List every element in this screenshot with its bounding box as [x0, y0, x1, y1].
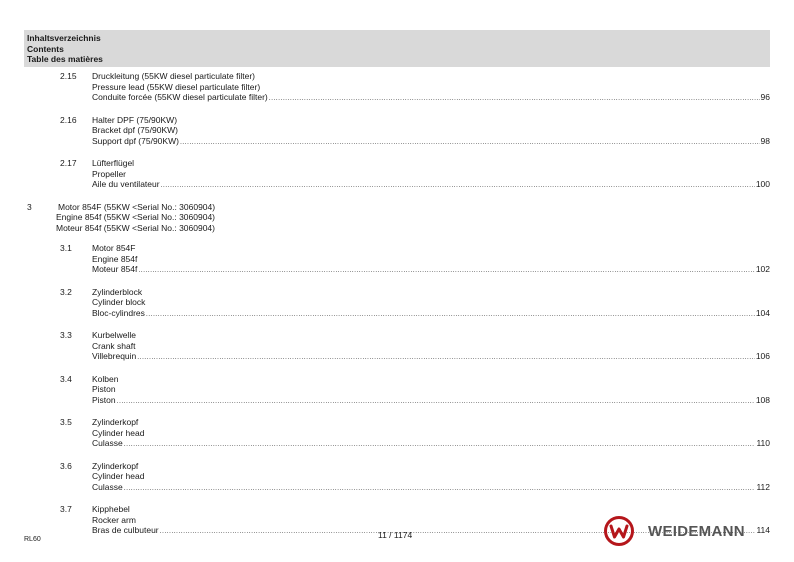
entry-number: 3.1	[60, 243, 72, 253]
entry-title-fr: Aile du ventilateur	[92, 179, 160, 189]
entry-title-en: Engine 854f	[92, 253, 138, 264]
header-title-fr: Table des matières	[27, 54, 103, 64]
entry-number: 3.7	[60, 504, 72, 514]
entry-title-en: Cylinder head	[92, 427, 145, 438]
entry-title-fr: Culasse	[92, 481, 123, 492]
weidemann-logo	[604, 516, 745, 546]
page-counter: 11 / 1174	[378, 530, 413, 540]
entry-number: 3.6	[60, 460, 72, 471]
entry-title-en: Rocker arm	[92, 514, 136, 525]
entry-page-number[interactable]: 102	[755, 264, 770, 274]
entry-title-de: Kolben	[92, 373, 119, 384]
entry-title-de: Zylinderblock	[92, 286, 143, 297]
toc-entry-3-1[interactable]	[24, 243, 770, 277]
entry-title-en: Cylinder block	[92, 297, 146, 307]
entry-title-fr: Support dpf (75/90KW)	[92, 135, 179, 146]
toc-chapter-3[interactable]	[24, 202, 770, 234]
entry-title-de: Kipphebel	[92, 504, 130, 514]
entry-title-en: Pressure lead (55KW diesel particulate filter)	[92, 81, 261, 92]
entry-title-fr: Culasse	[92, 438, 123, 448]
toc-entry-3-3[interactable]	[24, 330, 770, 364]
entry-title-de: Halter DPF (75/90KW)	[92, 114, 178, 125]
entry-page-number[interactable]: 100	[755, 179, 770, 189]
dot-leader	[269, 92, 760, 105]
dot-leader	[124, 482, 756, 495]
entry-number: 3.4	[60, 373, 72, 384]
entry-title-de: Motor 854F	[92, 243, 136, 253]
document-code: RL60	[24, 536, 41, 543]
entry-page-number[interactable]: 98	[760, 135, 770, 146]
entry-page-number[interactable]: 106	[755, 351, 770, 361]
entry-title-en: Piston	[92, 384, 116, 394]
entry-title-de: Zylinderkopf	[92, 460, 139, 471]
entry-title-fr: Piston	[92, 394, 116, 405]
entry-title-en: Cylinder head	[92, 471, 145, 481]
entry-title-fr: Bloc-cylindres	[92, 307, 145, 318]
toc-entry-2-17[interactable]	[24, 158, 770, 192]
toc-entry-3-2[interactable]	[24, 287, 770, 321]
dot-leader	[138, 264, 754, 277]
entry-number: 3.5	[60, 417, 72, 427]
toc-entry-3-5[interactable]	[24, 417, 770, 451]
header-title-en: Contents	[27, 43, 64, 54]
entry-title-de: Zylinderkopf	[92, 417, 139, 427]
chapter-title-fr: Moteur 854f (55KW <Serial No.: 3060904)	[56, 222, 215, 233]
brand-name: WEIDEMANN	[648, 522, 745, 540]
entry-title-fr: Villebrequin	[92, 351, 137, 361]
toc-entry-2-16[interactable]	[24, 115, 770, 149]
dot-leader	[146, 308, 755, 321]
entry-title-de: Lüfterflügel	[92, 158, 135, 168]
entry-page-number[interactable]: 110	[756, 438, 770, 448]
entry-page-number[interactable]: 104	[755, 307, 770, 318]
toc-entry-3-6[interactable]	[24, 461, 770, 495]
entry-page-number[interactable]: 96	[760, 92, 770, 102]
toc-list	[24, 71, 770, 538]
entry-number: 2.17	[60, 158, 77, 168]
entry-page-number[interactable]: 114	[756, 525, 770, 535]
entry-page-number[interactable]: 108	[755, 394, 770, 405]
entry-number: 3.2	[60, 286, 72, 297]
entry-title-en: Bracket dpf (75/90KW)	[92, 125, 178, 135]
entry-number: 2.16	[60, 114, 77, 125]
entry-title-en: Propeller	[92, 168, 127, 179]
toc-header	[24, 30, 770, 67]
dot-leader	[137, 351, 755, 364]
entry-title-de: Kurbelwelle	[92, 330, 136, 340]
dot-leader	[117, 395, 755, 408]
entry-title-fr: Bras de culbuteur	[92, 525, 159, 535]
entry-title-fr: Conduite forcée (55KW diesel particulate filter)	[92, 92, 268, 102]
chapter-number: 3	[27, 201, 32, 212]
weidemann-w-icon	[604, 516, 634, 546]
dot-leader	[161, 179, 755, 192]
toc-entry-2-15[interactable]	[24, 71, 770, 105]
entry-number: 2.15	[60, 71, 77, 81]
header-title-de: Inhaltsverzeichnis	[27, 33, 101, 43]
entry-title-en: Crank shaft	[92, 340, 136, 351]
entry-title-de: Druckleitung (55KW diesel particulate filter)	[92, 71, 255, 81]
dot-leader	[124, 438, 756, 451]
entry-number: 3.3	[60, 330, 72, 340]
chapter-title-de: Motor 854F (55KW <Serial No.: 3060904)	[58, 201, 216, 212]
entry-title-fr: Moteur 854f	[92, 264, 138, 274]
dot-leader	[180, 136, 760, 149]
entry-page-number[interactable]: 112	[756, 481, 770, 492]
chapter-title-en: Engine 854f (55KW <Serial No.: 3060904)	[56, 212, 216, 222]
toc-entry-3-4[interactable]	[24, 374, 770, 408]
